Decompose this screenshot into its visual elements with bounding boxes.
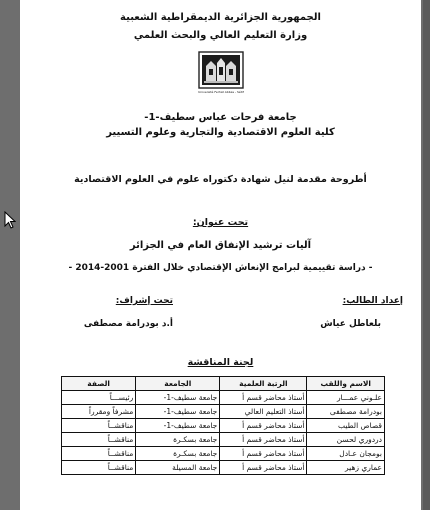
committee-heading: لجنة المناقشة bbox=[187, 357, 254, 368]
member-role: مناقشــاً bbox=[62, 419, 136, 433]
member-university: جامعة بسكـرة bbox=[136, 447, 220, 461]
member-university: جامعة بسكـرة bbox=[136, 433, 220, 447]
table-row bbox=[62, 405, 385, 419]
title-heading: تحت عنوان: bbox=[192, 217, 249, 228]
table-row bbox=[62, 461, 385, 475]
table-row bbox=[62, 433, 385, 447]
supervisor-name: أ.د بودرامة مصطفى bbox=[83, 319, 173, 329]
thesis-note: أطروحة مقدمة لنيل شهادة دكتوراه علوم في العلوم الاقتصادية bbox=[74, 174, 367, 185]
member-rank: أستاذ محاضر قسم أ bbox=[220, 447, 307, 461]
member-role: رئيســـاً bbox=[62, 391, 136, 405]
logo-caption: Université Ferhat Abbas - Sétif bbox=[198, 90, 244, 94]
table-row bbox=[62, 419, 385, 433]
table-header-row bbox=[62, 377, 385, 391]
student-name: بلعاطل عياش bbox=[320, 319, 381, 329]
column-header-university: الجامعة bbox=[136, 377, 220, 391]
member-rank: أستاذ محاضر قسم أ bbox=[220, 433, 307, 447]
faculty-line: كلية العلوم الاقتصادية والتجارية وعلوم التسيير bbox=[106, 127, 335, 138]
member-rank: أستاذ التعليم العالي bbox=[220, 405, 307, 419]
ministry-line: وزارة التعليم العالي والبحث العلمي bbox=[133, 30, 308, 41]
prepared-by-label: إعداد الطالب: bbox=[342, 296, 403, 306]
thesis-subtitle: - دراسة تقييمية لبرامج الإنعاش الإقتصادي خلال الفترة 2001-2014 - bbox=[68, 263, 373, 273]
table-row bbox=[62, 391, 385, 405]
column-header-rank: الرتبة العلمية bbox=[220, 377, 307, 391]
thesis-title: آليات ترشيد الإنفاق العام في الجزائر bbox=[129, 240, 312, 251]
member-name: عماري زهير bbox=[307, 461, 385, 475]
republic-line: الجمهورية الجزائرية الديمقراطية الشعبية bbox=[120, 12, 321, 23]
column-header-role: الصفة bbox=[62, 377, 136, 391]
committee-table bbox=[61, 376, 385, 475]
member-university: جامعة المسيلة bbox=[136, 461, 220, 475]
member-rank: أستاذ محاضر قسم أ bbox=[220, 461, 307, 475]
table-row bbox=[62, 447, 385, 461]
member-name: بومجان عـادل bbox=[307, 447, 385, 461]
member-role: مناقشــاً bbox=[62, 461, 136, 475]
mouse-pointer-icon bbox=[4, 211, 16, 233]
member-role: مشرفاً ومقرراً bbox=[62, 405, 136, 419]
member-university: جامعة سطيف-1- bbox=[136, 391, 220, 405]
member-role: مناقشــاً bbox=[62, 447, 136, 461]
document-page bbox=[20, 0, 421, 510]
member-rank: أستاذ محاضر قسم أ bbox=[220, 391, 307, 405]
supervisor-label: تحت إشراف: bbox=[115, 296, 173, 306]
member-role: مناقشــاً bbox=[62, 433, 136, 447]
member-name: بودرامة مصطفى bbox=[307, 405, 385, 419]
university-line: جامعة فرحات عباس سطيف-1- bbox=[144, 112, 297, 123]
window-edge bbox=[423, 0, 430, 510]
member-university: جامعة سطيف-1- bbox=[136, 405, 220, 419]
column-header-name: الاسم واللقب bbox=[307, 377, 385, 391]
member-rank: أستاذ محاضر قسم أ bbox=[220, 419, 307, 433]
member-university: جامعة سطيف-1- bbox=[136, 419, 220, 433]
member-name: قصاص الطيب bbox=[307, 419, 385, 433]
member-name: علـوني عمـــار bbox=[307, 391, 385, 405]
member-name: دردوري لحسن bbox=[307, 433, 385, 447]
